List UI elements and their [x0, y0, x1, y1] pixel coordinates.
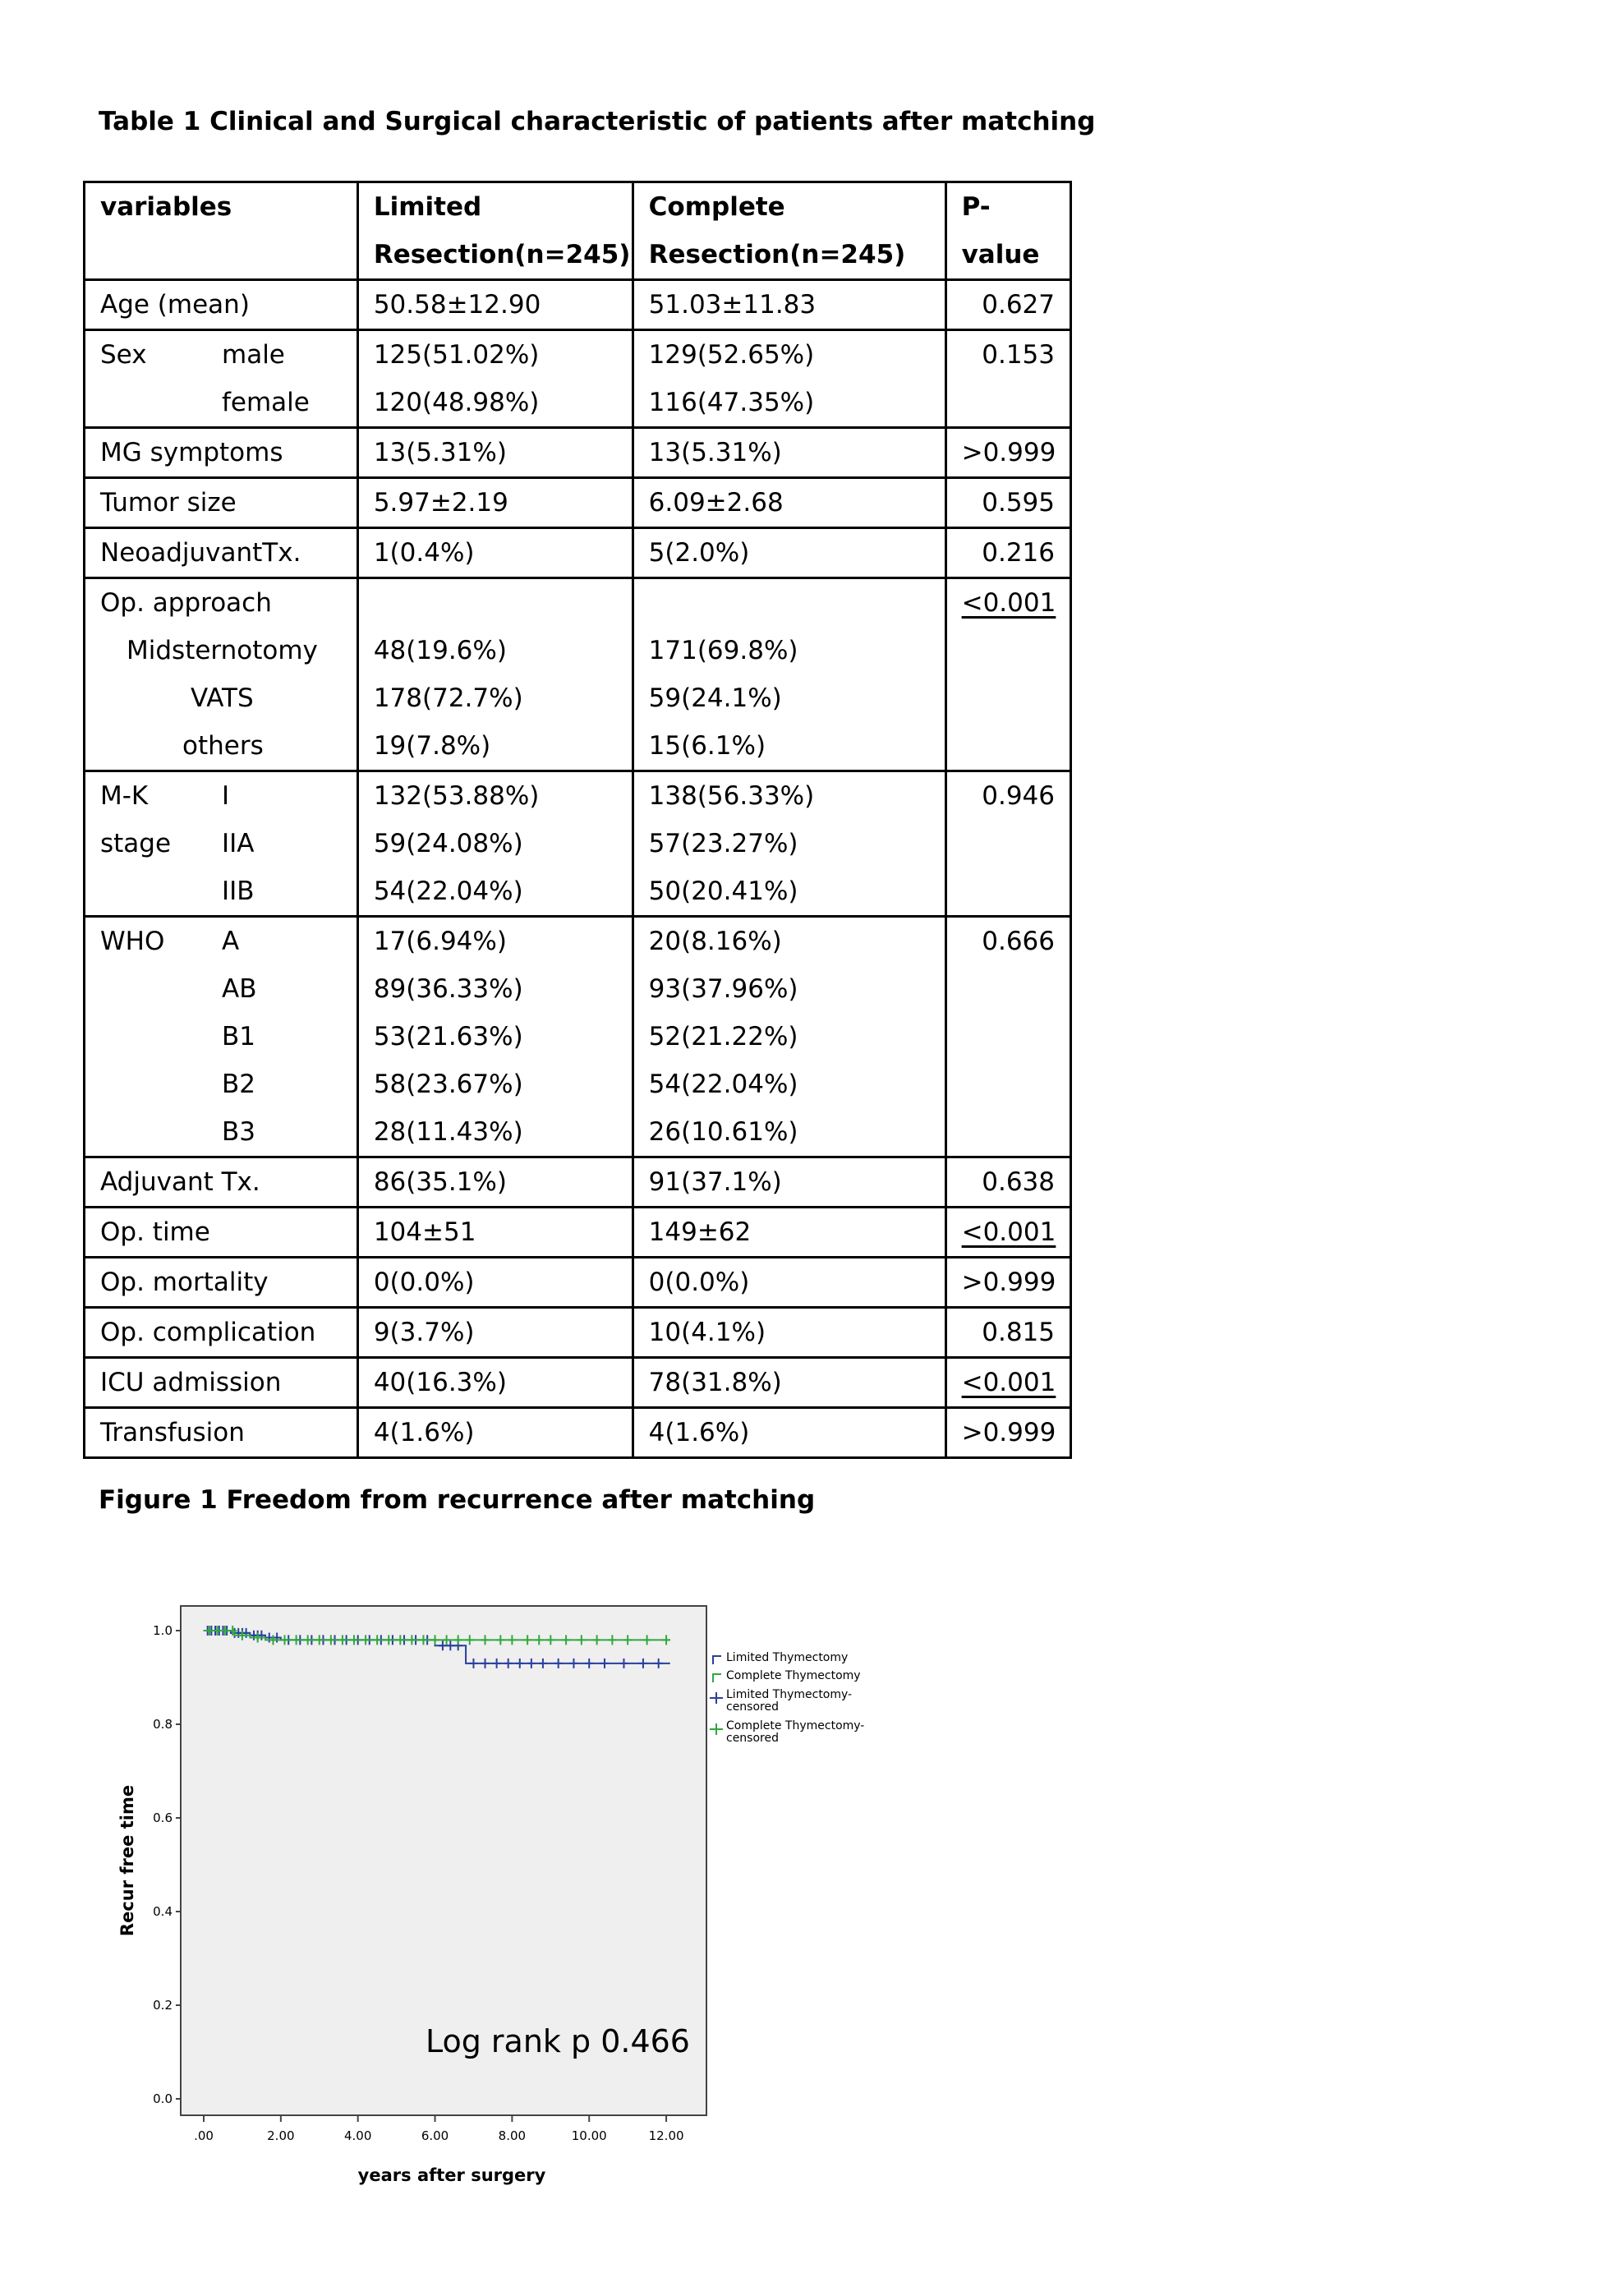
- cell-complete: 51.03±11.83: [633, 280, 945, 330]
- cell-complete: 149±62: [633, 1208, 945, 1258]
- sub-label: VATS: [191, 683, 254, 713]
- table-row: [85, 1157, 1071, 1208]
- y-axis-label: Recur free time: [117, 1784, 137, 1937]
- cell-limited: 132(53.88%) 59(24.08%) 54(22.04%): [357, 771, 633, 917]
- cell-complete: 10(4.1%): [633, 1308, 945, 1358]
- cell-complete: 129(52.65%) 116(47.35%): [633, 330, 945, 428]
- cell-pvalue: >0.999: [945, 428, 1070, 478]
- cell-limited: 13(5.31%): [357, 428, 633, 478]
- characteristics-table: [83, 181, 1072, 1459]
- cell-limited: 0(0.0%): [357, 1258, 633, 1308]
- row-label: Op. time: [85, 1208, 358, 1258]
- legend-swatch: [710, 1692, 723, 1704]
- row-label: Op. mortality: [85, 1258, 358, 1308]
- table-row: [85, 528, 1071, 578]
- table-row: [85, 1208, 1071, 1258]
- table-row: [85, 1308, 1071, 1358]
- legend-label: Complete Thymectomy: [726, 1669, 861, 1682]
- table-row: [85, 280, 1071, 330]
- row-label: ICU admission: [85, 1358, 358, 1408]
- table-row: [85, 478, 1071, 528]
- legend-swatch: [713, 1674, 721, 1682]
- cell-pvalue: <0.001: [945, 1358, 1070, 1408]
- table-row: [85, 771, 1071, 917]
- cell-pvalue: 0.216: [945, 528, 1070, 578]
- y-tick-label: 0.2: [153, 1998, 173, 2013]
- sub-label: Midsternotomy: [127, 636, 318, 665]
- cell-complete: 5(2.0%): [633, 528, 945, 578]
- km-chart: [107, 1585, 928, 2210]
- row-label: Op. approach Midsternotomy VATS others: [85, 578, 358, 771]
- row-label: Age (mean): [85, 280, 358, 330]
- table-row: [85, 578, 1071, 771]
- row-label: Tumor size: [85, 478, 358, 528]
- y-tick-label: 1.0: [153, 1623, 173, 1638]
- table-caption: Table 1 Clinical and Surgical characteristic of patients after matching: [99, 107, 1096, 136]
- table-row: [85, 1258, 1071, 1308]
- row-label: Adjuvant Tx.: [85, 1157, 358, 1208]
- cell-limited: 104±51: [357, 1208, 633, 1258]
- legend-label: censored: [726, 1732, 779, 1745]
- cell-limited: 9(3.7%): [357, 1308, 633, 1358]
- legend-label: Complete Thymectomy-: [726, 1719, 865, 1732]
- header-pvalue: P- value: [945, 182, 1070, 280]
- header-complete: Complete Resection(n=245): [633, 182, 945, 280]
- x-tick-label: 12.00: [648, 2128, 684, 2143]
- row-label: Transfusion: [85, 1408, 358, 1458]
- row-label: MG symptoms: [85, 428, 358, 478]
- header-variables: variables: [85, 182, 358, 280]
- row-label: [85, 330, 358, 428]
- x-axis-label: years after surgery: [357, 2165, 546, 2185]
- cell-pvalue: 0.666: [945, 917, 1070, 1157]
- sub-label: IIA: [222, 829, 255, 858]
- header-row: [85, 182, 1071, 280]
- cell-complete: 78(31.8%): [633, 1358, 945, 1408]
- cell-limited: 40(16.3%): [357, 1358, 633, 1408]
- y-tick-label: 0.0: [153, 2091, 173, 2106]
- cell-limited: 125(51.02%) 120(48.98%): [357, 330, 633, 428]
- x-tick-label: 4.00: [343, 2128, 372, 2143]
- sub-label: female: [222, 388, 310, 417]
- cell-complete: 6.09±2.68: [633, 478, 945, 528]
- cell-limited: 17(6.94%) 89(36.33%) 53(21.63%) 58(23.67%) 28(11.43%): [357, 917, 633, 1157]
- table-row: [85, 1358, 1071, 1408]
- sub-label: B3: [222, 1117, 255, 1147]
- row-label: NeoadjuvantTx.: [85, 528, 358, 578]
- table-row: [85, 917, 1071, 1157]
- y-tick-label: 0.6: [153, 1811, 173, 1825]
- sub-label: B1: [222, 1022, 255, 1051]
- x-tick-label: .00: [194, 2128, 214, 2143]
- row-label: Op. complication: [85, 1308, 358, 1358]
- cell-limited: 4(1.6%): [357, 1408, 633, 1458]
- sub-label: I: [222, 781, 230, 811]
- cell-complete: 171(69.8%) 59(24.1%) 15(6.1%): [633, 578, 945, 771]
- x-tick-label: 10.00: [571, 2128, 607, 2143]
- cell-pvalue: <0.001: [945, 1208, 1070, 1258]
- table-row: [85, 428, 1071, 478]
- cell-complete: 13(5.31%): [633, 428, 945, 478]
- cell-complete: 0(0.0%): [633, 1258, 945, 1308]
- x-tick-label: 6.00: [421, 2128, 449, 2143]
- sub-label: B2: [222, 1070, 255, 1099]
- cell-pvalue: >0.999: [945, 1408, 1070, 1458]
- row-label: WHO A AB B1 B2 B3: [85, 917, 358, 1157]
- cell-limited: 86(35.1%): [357, 1157, 633, 1208]
- y-tick-label: 0.4: [153, 1904, 173, 1919]
- table-row: [85, 1408, 1071, 1458]
- cell-complete: 91(37.1%): [633, 1157, 945, 1208]
- sub-label: male: [222, 340, 285, 370]
- cell-pvalue: 0.638: [945, 1157, 1070, 1208]
- cell-pvalue: 0.627: [945, 280, 1070, 330]
- legend-swatch: [713, 1656, 721, 1664]
- legend-swatch: [710, 1723, 723, 1735]
- legend-label: Limited Thymectomy: [726, 1651, 849, 1664]
- sub-label: AB: [222, 974, 257, 1004]
- cell-pvalue: 0.153: [945, 330, 1070, 428]
- row-label: M-K stage I IIA IIB: [85, 771, 358, 917]
- cell-complete: 20(8.16%) 93(37.96%) 52(21.22%) 54(22.04%) 26(10.61%): [633, 917, 945, 1157]
- cell-pvalue: 0.815: [945, 1308, 1070, 1358]
- y-tick-label: 0.8: [153, 1717, 173, 1732]
- legend-label: censored: [726, 1700, 779, 1714]
- cell-complete: 138(56.33%) 57(23.27%) 50(20.41%): [633, 771, 945, 917]
- cell-pvalue: <0.001: [945, 578, 1070, 771]
- row-label-main: Sex: [100, 340, 147, 370]
- cell-pvalue: >0.999: [945, 1258, 1070, 1308]
- sub-label: others: [182, 731, 264, 761]
- sub-label: A: [222, 927, 240, 956]
- cell-pvalue: 0.946: [945, 771, 1070, 917]
- cell-limited: 1(0.4%): [357, 528, 633, 578]
- chart-annotation: Log rank p 0.466: [425, 2023, 690, 2059]
- figure-caption: Figure 1 Freedom from recurrence after matching: [99, 1485, 816, 1515]
- x-tick-label: 2.00: [267, 2128, 295, 2143]
- sub-label: IIB: [222, 877, 255, 906]
- cell-limited: 48(19.6%) 178(72.7%) 19(7.8%): [357, 578, 633, 771]
- cell-limited: 50.58±12.90: [357, 280, 633, 330]
- cell-limited: 5.97±2.19: [357, 478, 633, 528]
- table-row: [85, 330, 1071, 428]
- cell-pvalue: 0.595: [945, 478, 1070, 528]
- legend-label: Limited Thymectomy-: [726, 1688, 853, 1701]
- x-tick-label: 8.00: [498, 2128, 527, 2143]
- cell-complete: 4(1.6%): [633, 1408, 945, 1458]
- header-limited: Limited Resection(n=245): [357, 182, 633, 280]
